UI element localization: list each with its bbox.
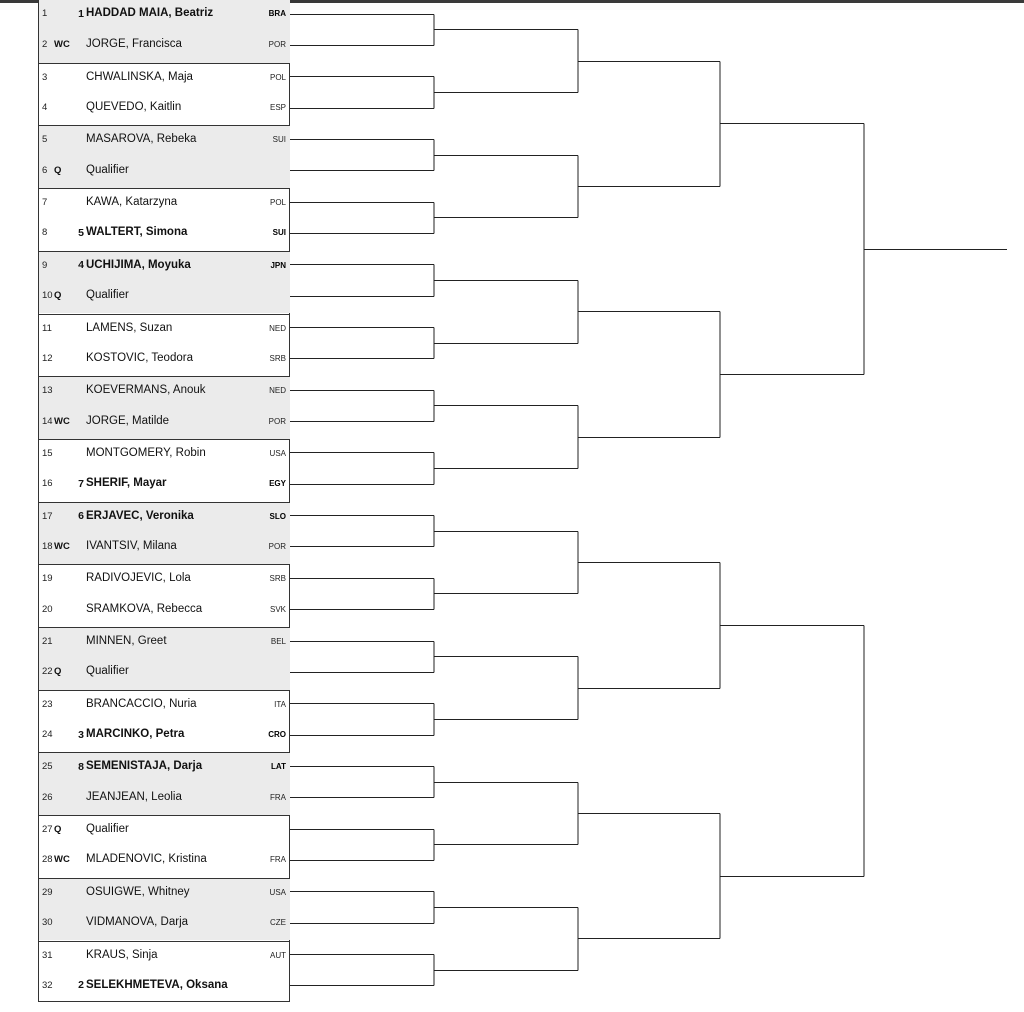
player-name: MINNEN, Greet [86,635,167,647]
player-name: KOSTOVIC, Teodora [86,351,193,364]
draw-position: 28 [42,854,53,866]
draw-position: 29 [42,886,53,898]
nationality-code: BRA [268,9,286,18]
draw-position: 16 [42,478,53,490]
player-name: HADDAD MAIA, Beatriz [86,7,214,19]
draw-position: 4 [42,102,48,114]
player-name: WALTERT, Simona [86,226,188,239]
draw-position: 1 [42,8,48,19]
entry-tag: Q [54,290,62,302]
player-name: VIDMANOVA, Darja [86,916,189,929]
player-name: KOEVERMANS, Anouk [86,384,206,397]
draw-position: 3 [42,71,48,83]
draw-position: 25 [42,761,53,773]
player-name: UCHIJIMA, Moyuka [86,258,191,271]
player-name: Qualifier [86,163,129,176]
player-name: ERJAVEC, Veronika [86,509,194,522]
draw-position: 17 [42,510,53,522]
seed-number: 5 [78,226,84,239]
entry-tag: WC [54,415,70,427]
player-name: CHWALINSKA, Maja [86,70,193,83]
draw-position: 20 [42,603,53,615]
nationality-code: POL [269,72,286,82]
player-name: MLADENOVIC, Kristina [86,853,207,866]
draw-position: 21 [42,636,53,647]
nationality-code: FRA [270,855,286,865]
player-name: JORGE, Matilde [86,414,170,427]
seed-number: 6 [78,510,84,523]
player-name: OSUIGWE, Whitney [86,885,190,898]
player-name: JEANJEAN, Leolia [86,790,182,803]
draw-position: 5 [42,134,48,146]
nationality-code: ESP [269,103,286,113]
entry-tag: WC [54,854,70,866]
seed-number: 8 [78,760,84,773]
draw-position: 24 [42,729,53,741]
draw-position: 6 [42,164,48,176]
nationality-code: NED [269,323,286,333]
draw-position: 27 [42,824,53,836]
player-name: JORGE, Francisca [86,38,182,51]
nationality-code: CZE [270,918,286,928]
player-name: KAWA, Katarzyna [86,196,178,209]
draw-position: 19 [42,573,53,585]
nationality-code: BEL [270,637,286,646]
draw-position: 14 [42,415,53,427]
draw-position: 12 [42,352,53,364]
nationality-code: SLO [269,511,286,521]
draw-position: 11 [42,322,52,334]
draw-position: 31 [42,949,53,961]
player-name: Qualifier [86,665,129,678]
nationality-code: AUT [270,950,286,960]
draw-position: 18 [42,540,53,552]
nationality-code: POR [268,541,286,551]
draw-position: 9 [42,259,48,271]
nationality-code: EGY [269,479,286,489]
entry-tag: Q [54,824,62,836]
seed-number: 7 [78,477,84,490]
draw-position: 22 [42,666,53,678]
seed-number: 3 [78,728,84,741]
nationality-code: USA [269,448,286,458]
player-name: MONTGOMERY, Robin [86,446,206,459]
draw-position: 10 [42,290,53,302]
player-name: QUEVEDO, Kaitlin [86,101,182,114]
draw-position: 30 [42,917,53,929]
nationality-code: POR [268,416,286,426]
draw-position: 15 [42,447,53,459]
nationality-code: SRB [269,353,286,363]
nationality-code: LAT [271,762,286,772]
seed-number: 2 [78,979,84,992]
player-name: BRANCACCIO, Nuria [86,697,197,710]
entry-tag: WC [54,39,70,51]
draw-position: 2 [42,39,48,51]
draw-position: 23 [42,698,53,710]
player-name: LAMENS, Suzan [86,321,173,334]
draw-position: 13 [42,385,53,397]
player-name: MASAROVA, Rebeka [86,133,197,146]
nationality-code: SRB [269,574,286,584]
nationality-code: POL [269,198,286,208]
draw-position: 7 [42,197,48,209]
nationality-code: SUI [272,135,286,145]
nationality-code: NED [269,386,286,396]
player-name: SRAMKOVA, Rebecca [86,602,203,615]
nationality-code: SVK [269,604,286,614]
draw-position: 32 [42,979,53,991]
draw-position: 26 [42,791,53,803]
entry-tag: Q [54,164,62,176]
draw-position: 8 [42,227,48,239]
player-name: MARCINKO, Petra [86,728,185,741]
player-name: SHERIF, Mayar [86,477,167,490]
player-name: KRAUS, Sinja [86,948,158,961]
player-name: Qualifier [86,289,129,302]
entry-tag: Q [54,666,62,678]
player-name: SELEKHMETEVA, Oksana [86,978,228,991]
player-name: SEMENISTAJA, Darja [86,760,203,773]
player-name: Qualifier [86,823,129,836]
nationality-code: ITA [274,699,286,709]
nationality-code: USA [269,887,286,897]
nationality-code: CRO [268,730,286,740]
nationality-code: SUI [272,228,286,238]
player-name: RADIVOJEVIC, Lola [86,572,191,585]
nationality-code: FRA [270,792,286,802]
seed-number: 4 [78,259,84,272]
entry-tag: WC [54,540,70,552]
player-name: IVANTSIV, Milana [86,539,177,552]
seed-number: 1 [78,7,84,20]
nationality-code: POR [268,40,286,50]
nationality-code: JPN [270,260,286,270]
